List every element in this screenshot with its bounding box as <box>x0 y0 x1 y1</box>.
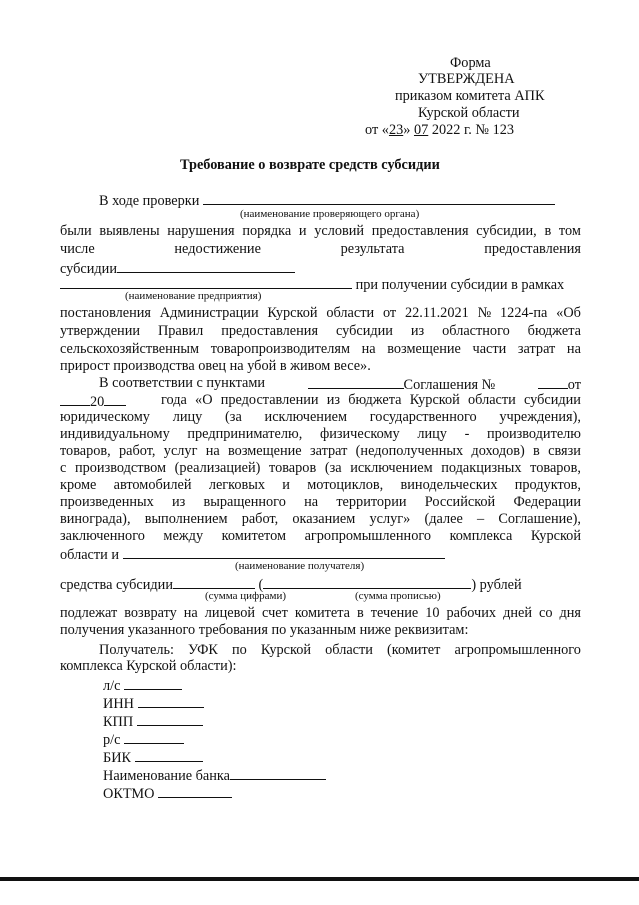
caption-enterprise: (наименование предприятия) <box>125 290 262 302</box>
word: № <box>477 305 492 321</box>
bank-name-blank[interactable] <box>230 765 326 780</box>
word: из <box>410 323 425 339</box>
word: между <box>163 528 204 544</box>
word: субсидии, <box>476 223 537 239</box>
subsidy-blank[interactable] <box>117 258 295 273</box>
p1-line5: при получении субсидии в рамках <box>60 274 564 295</box>
p2-line14: получения указанного требования по указанным ниже реквизитам: <box>60 622 469 638</box>
form-label: Форма <box>450 55 491 71</box>
word: предоставления <box>221 323 319 339</box>
word: субсидии <box>523 392 581 408</box>
word: областного <box>442 323 510 339</box>
word: бюджета <box>348 392 402 408</box>
field-rs: р/с <box>103 729 184 750</box>
word: производством <box>74 460 167 476</box>
p1-line6 <box>60 304 581 323</box>
word: года <box>161 392 187 408</box>
word: счет <box>262 605 288 621</box>
word: легковых <box>208 477 266 493</box>
word: затрат <box>517 341 556 357</box>
word: результата <box>340 241 405 257</box>
word: товаров, <box>60 443 111 459</box>
word: предпринимателю, <box>187 426 303 442</box>
word: (реализацией) <box>174 460 261 476</box>
word: числе <box>60 241 95 257</box>
word: физическому <box>319 426 400 442</box>
word: (далее <box>424 511 463 527</box>
document-title: Требование о возврате средств субсидии <box>180 157 440 173</box>
org-blank[interactable] <box>203 190 555 205</box>
word: Курской <box>409 392 460 408</box>
word: выявлены <box>99 223 160 239</box>
word: том <box>558 223 581 239</box>
ls-blank[interactable] <box>124 675 182 690</box>
word: Курской <box>267 305 318 321</box>
word: винограда), <box>60 511 131 527</box>
word: товаропроизводителям <box>210 341 351 357</box>
inn-blank[interactable] <box>138 693 204 708</box>
word: государственного <box>369 409 477 425</box>
word: подакцизных <box>441 460 522 476</box>
word: на <box>304 494 319 510</box>
p3-line2: комплекса Курской области): <box>60 658 237 674</box>
word: предоставления <box>484 241 581 257</box>
p2-line12: средства субсидии ( ) рублей <box>60 574 522 595</box>
bottom-rule <box>0 877 639 881</box>
word: товаров, <box>530 460 581 476</box>
word: (за <box>225 409 242 425</box>
word: производителю <box>487 426 581 442</box>
enterprise-blank[interactable] <box>60 274 352 289</box>
word: предоставления <box>371 223 469 239</box>
word: области <box>468 392 516 408</box>
word: утверждении <box>60 323 141 339</box>
word: продуктов, <box>514 477 581 493</box>
word: на <box>205 443 220 459</box>
word: Соглашение), <box>498 511 581 527</box>
sum-digits-blank[interactable] <box>173 574 255 589</box>
word: 10 <box>425 605 440 621</box>
word: Администрации <box>159 305 259 321</box>
word: агропромышленного <box>454 642 581 658</box>
word: в <box>357 605 364 621</box>
word: возмещение <box>387 341 461 357</box>
word: на <box>566 341 581 357</box>
field-ls: л/с <box>103 675 182 696</box>
date-month: 07 <box>413 122 429 138</box>
word: - <box>464 426 470 442</box>
word: области <box>325 642 373 658</box>
word: с <box>60 460 67 476</box>
word: территории <box>336 494 407 510</box>
word: произведенных <box>60 494 154 510</box>
field-bik: БИК <box>103 747 203 768</box>
word: Федерации <box>513 494 581 510</box>
word: выращенного <box>203 494 286 510</box>
word: нарушения <box>167 223 235 239</box>
word: услуг <box>163 443 198 459</box>
word: по <box>232 642 247 658</box>
word: работ, <box>241 511 279 527</box>
word: Российской <box>424 494 496 510</box>
word: предоставлении <box>220 392 319 408</box>
word: из <box>326 392 341 408</box>
word: рабочих <box>446 605 497 621</box>
word: исключением <box>264 409 347 425</box>
p1-line9: прирост производства овец на убой в живом весе». <box>60 358 371 374</box>
word: заключенного <box>60 528 145 544</box>
p1-line4: субсидии <box>60 258 295 279</box>
approved-region: Курской области <box>418 105 520 121</box>
word: со <box>538 605 553 621</box>
word: затрат <box>309 443 348 459</box>
word: (за <box>324 460 342 476</box>
word: мотоциклов, <box>307 477 384 493</box>
caption-recipient: (наименование получателя) <box>235 560 365 572</box>
date-day: 23 <box>388 122 404 138</box>
word: на <box>183 605 198 621</box>
word: юридическому <box>60 409 150 425</box>
approval-date: от «23» 07 2022 г. № 123 <box>365 122 515 138</box>
word: были <box>60 223 92 239</box>
word: на <box>361 341 376 357</box>
word: и <box>298 223 307 239</box>
word: работ, <box>119 443 156 459</box>
kpp-blank[interactable] <box>137 711 203 726</box>
word: доходов) <box>471 443 525 459</box>
field-inn: ИНН <box>103 693 204 714</box>
word: 22.11.2021 <box>404 305 469 321</box>
word: кроме <box>60 477 97 493</box>
word: Правил <box>157 323 204 339</box>
word: бюджета <box>527 323 581 339</box>
word: течение <box>370 605 419 621</box>
word: комитета <box>294 605 351 621</box>
word: «О <box>195 392 213 408</box>
word: дней <box>503 605 532 621</box>
word: лицевой <box>204 605 256 621</box>
word: субсидии <box>335 323 393 339</box>
caption-sum-digits: (сумма цифрами) <box>205 590 287 602</box>
word: услуг» <box>369 511 411 527</box>
bik-blank[interactable] <box>135 747 203 762</box>
word: дня <box>559 605 581 621</box>
word: недостижение <box>174 241 261 257</box>
word: возмещение <box>228 443 302 459</box>
word: – <box>476 511 485 527</box>
word: возврату <box>124 605 177 621</box>
word: выполнением <box>144 511 228 527</box>
p2-line1: В соответствии с пунктами Соглашения № от <box>99 375 581 393</box>
word: постановления <box>60 305 151 321</box>
date-blank[interactable] <box>60 391 90 406</box>
word: комитетом <box>221 528 287 544</box>
word: оказанием <box>292 511 356 527</box>
oktmo-blank[interactable] <box>158 783 232 798</box>
p1-line7 <box>60 322 581 341</box>
field-bank-name: Наименование банка <box>103 765 326 786</box>
p1-line2 <box>60 222 581 241</box>
word: УФК <box>188 642 218 658</box>
word: комплекса <box>449 528 513 544</box>
word: и <box>282 477 290 493</box>
word: 1224-па <box>500 305 548 321</box>
word: из <box>171 494 186 510</box>
caption-org: (наименование проверяющего органа) <box>240 208 420 220</box>
rs-blank[interactable] <box>124 729 184 744</box>
word: сельскохозяйственным <box>60 341 200 357</box>
field-kpp: КПП <box>103 711 203 732</box>
word: порядка <box>242 223 292 239</box>
agreement-number-blank[interactable] <box>538 374 568 389</box>
word: (комитет <box>387 642 441 658</box>
word: лицу <box>172 409 203 425</box>
word: области <box>326 305 375 321</box>
word: винодельческих <box>400 477 498 493</box>
word: лицу <box>417 426 447 442</box>
word: учреждения), <box>499 409 581 425</box>
recipient-blank[interactable] <box>123 544 445 559</box>
field-oktmo: ОКТМО <box>103 783 232 804</box>
sum-words-blank[interactable] <box>263 574 471 589</box>
word: «Об <box>556 305 581 321</box>
word: Получатель: <box>99 642 174 658</box>
p1-line3 <box>60 240 581 259</box>
word: автомобилей <box>113 477 192 493</box>
word: от <box>382 305 397 321</box>
word: исключением <box>350 460 433 476</box>
word: агропромышленного <box>304 528 432 544</box>
p2-line2: 20 года «О предоставлении из бюджета Курской области субсидии <box>60 391 581 412</box>
word: товаров <box>269 460 317 476</box>
word: индивидуальному <box>60 426 170 442</box>
year-blank[interactable] <box>104 391 126 406</box>
caption-sum-words: (сумма прописью) <box>355 590 441 602</box>
word: Курской <box>260 642 312 658</box>
approved-by: приказом комитета АПК <box>395 88 545 104</box>
p1-line1: В ходе проверки <box>99 190 555 211</box>
word: Курской <box>530 528 581 544</box>
word: в <box>533 443 540 459</box>
word: подлежат <box>60 605 118 621</box>
word: условий <box>314 223 365 239</box>
word: (недополученных <box>355 443 464 459</box>
word: части <box>472 341 507 357</box>
word: связи <box>548 443 581 459</box>
approved-label: УТВЕРЖДЕНА <box>418 71 515 87</box>
word: в <box>544 223 552 239</box>
clauses-blank[interactable] <box>308 374 404 389</box>
p2-line11: области и <box>60 544 445 565</box>
